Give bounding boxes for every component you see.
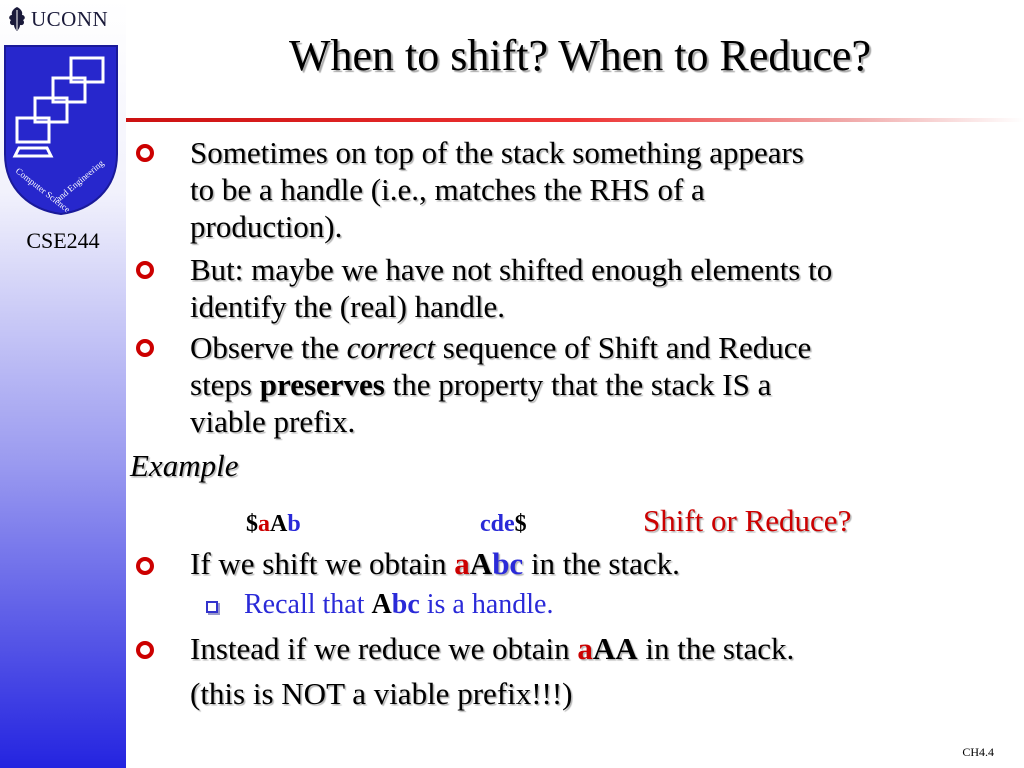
- bullet-3: [190, 329, 1020, 440]
- example-heading: Example: [130, 448, 239, 483]
- bullet-icon: [136, 641, 154, 659]
- bullet-1-line-1: Sometimes on top of the stack something appears: [190, 135, 804, 170]
- uconn-logo: [6, 6, 108, 32]
- symbol-a: a: [454, 546, 470, 581]
- text-run: in the stack.: [523, 546, 680, 581]
- sub-bullet-icon: [206, 601, 218, 613]
- emphasis-preserves: preserves: [259, 367, 385, 402]
- stack-dollar: $: [246, 511, 258, 537]
- bullet-2-line-2: identify the (real) handle.: [190, 289, 506, 324]
- text-run: If we shift we obtain: [190, 546, 455, 581]
- oak-leaf-icon: [6, 6, 28, 32]
- bullet-reduce: [190, 630, 1020, 712]
- text-run: steps: [190, 367, 260, 402]
- stack-A: A: [270, 511, 288, 537]
- bullet-reduce-line-2: (this is NOT a viable prefix!!!): [190, 676, 573, 711]
- course-code: CSE244: [26, 228, 100, 253]
- sidebar: [0, 0, 126, 768]
- text-run: in the stack.: [637, 631, 795, 666]
- bullet-shift: [190, 545, 1020, 582]
- bullet-reduce-line-1: [190, 630, 1020, 667]
- stack-a: a: [258, 511, 270, 537]
- bullet-1: [190, 134, 1020, 245]
- symbol-AA: AA: [592, 631, 638, 666]
- input-remaining: [480, 511, 527, 538]
- text-run: the property that the stack IS a: [384, 367, 772, 402]
- symbol-bc: bc: [492, 546, 524, 581]
- bullet-icon: [136, 261, 154, 279]
- uconn-wordmark: UCONN: [31, 6, 109, 31]
- symbol-bc: bc: [391, 589, 420, 620]
- emphasis-correct: correct: [346, 330, 436, 365]
- text-run: is a handle.: [419, 589, 554, 620]
- bullet-1-line-2: to be a handle (i.e., matches the RHS of a: [190, 172, 705, 207]
- stack-b: b: [287, 511, 301, 537]
- slide-number: CH4.4: [962, 745, 994, 759]
- bullet-2-line-1: But: maybe we have not shifted enough elements to: [190, 252, 833, 287]
- symbol-a: a: [577, 631, 593, 666]
- bullet-3-line-2: [190, 366, 1020, 403]
- cse-seal: [1, 42, 121, 222]
- text-run: Recall that: [244, 589, 372, 620]
- text-run: sequence of Shift and Reduce: [435, 330, 812, 365]
- input-cde: cde: [480, 511, 515, 537]
- shift-or-reduce-question: Shift or Reduce?: [643, 503, 852, 538]
- slide-title: When to shift? When to Reduce?: [289, 31, 871, 80]
- bullet-icon: [136, 144, 154, 162]
- svg-text:and Engineering: and Engineering: [53, 157, 106, 204]
- bullet-icon: [136, 557, 154, 575]
- title-divider: [126, 118, 1024, 122]
- stack-contents: [246, 511, 301, 538]
- symbol-A: A: [371, 589, 392, 620]
- bullet-2: [190, 251, 1020, 325]
- sub-bullet-recall: [244, 589, 554, 621]
- svg-text:Computer Science: Computer Science: [13, 165, 73, 215]
- text-run: Instead if we reduce we obtain: [190, 631, 578, 666]
- text-run: Observe the: [190, 330, 347, 365]
- bullet-3-line-3: viable prefix.: [190, 404, 356, 439]
- bullet-1-line-3: production).: [190, 209, 343, 244]
- bullet-3-line-1: [190, 329, 1020, 366]
- bullet-icon: [136, 339, 154, 357]
- input-dollar: $: [514, 511, 527, 537]
- symbol-A: A: [469, 546, 493, 581]
